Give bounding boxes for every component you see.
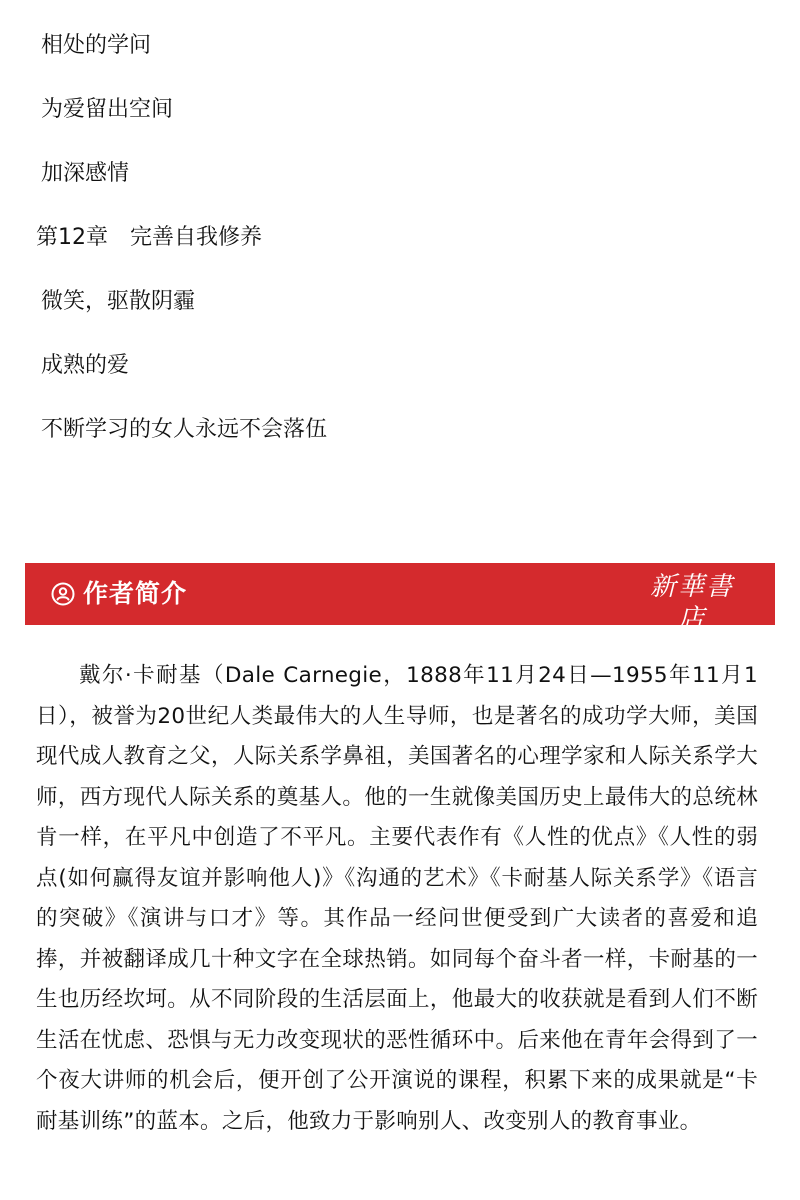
- logo-english-text: XINHUA BOOKSTORE: [647, 636, 737, 643]
- logo-chinese-text: 新華書店: [649, 572, 734, 634]
- toc-chapter-heading: 第12章 完善自我修养: [36, 225, 262, 250]
- toc-item: 微笑，驱散阴霾: [41, 289, 196, 314]
- author-intro-banner: [25, 563, 775, 643]
- toc-item: 不断学习的女人永远不会落伍: [41, 417, 328, 442]
- author-biography: 戴尔·卡耐基（Dale Carnegie，1888年11月24日—1955年11月1日），被誉为20世纪人类最伟大的人生导师，也是著名的成功学大师，美国现代成人教育之父，人际关系学鼻祖，美国著名的心理学家和人际关系学大师，西方现代人际关系的奠基人。他的一生就像美国历史上最伟大的总统林肯一样，在平凡中创造了不平凡。主要代表作有《人性的优点》《人性的弱点(如何赢得友谊并影响他人)》《沟通的艺术》《卡耐基人际关系学》《语言的突破》《演讲与口才》等。其作品一经问世便受到广大读者的喜爱和追捧，并被翻译成几十种文字在全球热销。如同每个奋斗者一样，卡耐基的一生也历经坎坷。从不同阶段的生活层面上，他最大的收获就是看到人们不断生活在忧虑、恐惧与无力改变现状的恶性循环中。后来他在青年会得到了一个夜大讲师的机会后，便开创了公开演说的课程，积累下来的成果就是“卡耐基训练”的蓝本。之后，他致力于影响别人、改变别人的教育事业。: [36, 663, 758, 1134]
- person-circle-icon: [51, 582, 75, 606]
- xinhua-bookstore-logo: [637, 571, 747, 643]
- toc-item: 成熟的爱: [41, 353, 130, 378]
- toc-item: 相处的学问: [41, 33, 152, 58]
- section-title: 作者简介: [83, 579, 188, 608]
- toc-item: 为爱留出空间: [41, 97, 174, 122]
- toc-item: 加深感情: [41, 161, 130, 186]
